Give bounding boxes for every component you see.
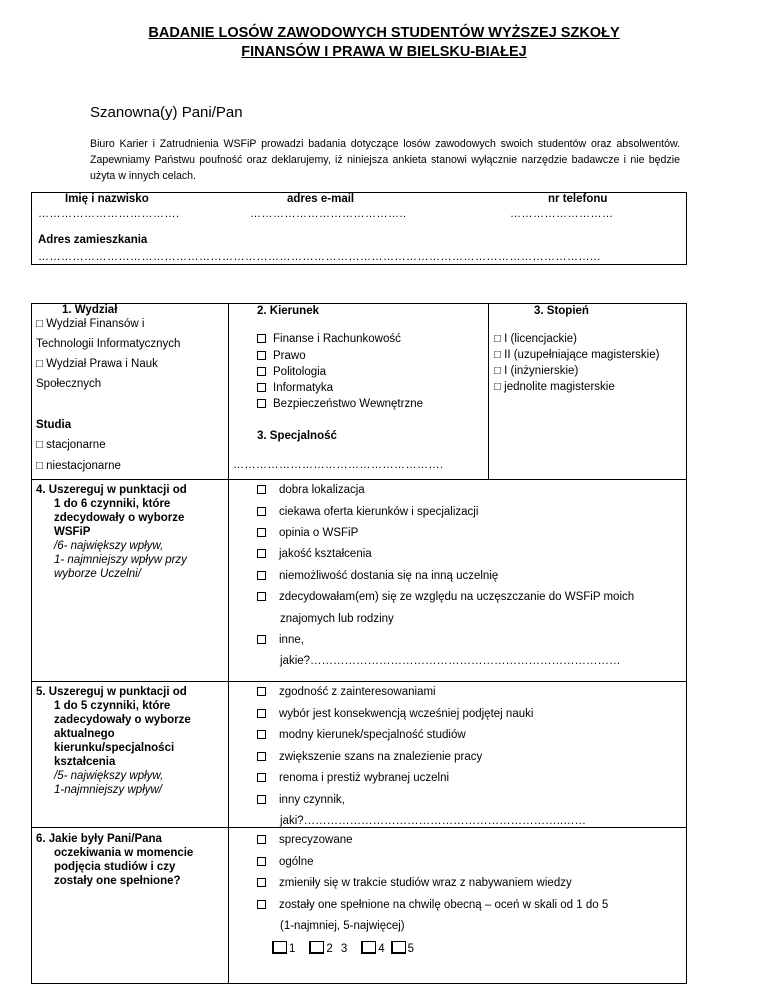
column-divider [228,303,229,984]
checkbox-icon[interactable] [257,878,266,887]
studia-option[interactable]: □ niestacjonarne [36,460,121,472]
kierunek-option[interactable]: Prawo [257,350,306,362]
checkbox-icon[interactable] [257,399,266,408]
checkbox-icon[interactable] [257,835,266,844]
rating-box-4[interactable] [361,941,376,954]
stopien-divider [488,303,489,479]
q4-option[interactable]: niemożliwość dostania się na inną uczelnię [257,570,498,582]
rating-box-3[interactable] [335,941,339,954]
checkbox-icon[interactable] [257,900,266,909]
address-label: Adres zamieszkania [38,234,148,246]
q5-question: 5. Uszereguj w punktacji od 1 do 5 czynniki, które zadecydowały o wyborze aktualnego kierunku/specjalności kształcenia [36,686,191,768]
page-title-line2: FINANSÓW I PRAWA W BIELSKU-BIAŁEJ [241,44,527,60]
address-field[interactable]: ………………………………………………………………………………………………………………………………... [38,251,601,263]
checkbox-icon[interactable] [257,752,266,761]
checkbox-icon[interactable] [257,528,266,537]
checkbox-icon[interactable] [257,773,266,782]
row-divider-2 [31,681,687,682]
q5-option[interactable]: modny kierunek/specjalność studiów [257,729,466,741]
stopien-option[interactable]: □ I (inżynierskie) [494,365,579,377]
row-divider-1 [31,479,687,480]
email-field[interactable]: ………………………………….. [250,208,407,220]
q5-hint: /5- największy wpływ, 1-najmniejszy wpływ/ [54,770,164,796]
rating-box-5[interactable] [391,941,406,954]
intro-paragraph: Biuro Karier i Zatrudnienia WSFiP prowadzi badania dotyczące losów zawodowych swoich studentów oraz absolwentów. Zapewniamy Państwu poufność oraz deklarujemy, iż niniejsza ankieta stanowi wyłącznie narzędzie badawcze i nie będzie użyta w innych celach. [90,138,680,182]
q4-option-cont: znajomych lub rodziny [280,613,394,625]
studia-header: Studia [36,419,72,431]
rating-box-2[interactable] [309,941,324,954]
stopien-option[interactable]: □ II (uzupełniające magisterskie) [494,349,660,361]
q6-option[interactable]: ogólne [257,856,314,868]
q5-option[interactable]: wybór jest konsekwencją wcześniej podjętej nauki [257,708,533,720]
checkbox-icon[interactable] [257,485,266,494]
checkbox-icon[interactable] [257,507,266,516]
q4-other-field[interactable]: jakie?……………………………………………………………………… [280,655,621,667]
wydzial-option-cont: Technologii Informatycznych [36,338,181,350]
phone-label: nr telefonu [548,193,608,205]
checkbox-icon[interactable] [257,635,266,644]
studia-option[interactable]: □ stacjonarne [36,439,106,451]
checkbox-icon[interactable] [257,549,266,558]
q4-hint: /6- największy wpływ, 1- najmniejszy wpływ przy wyborze Uczelni/ [54,540,187,580]
checkbox-icon[interactable] [257,351,266,360]
kierunek-option[interactable]: Informatyka [257,382,333,394]
stopien-header: 3. Stopień [534,305,589,317]
checkbox-icon[interactable] [257,795,266,804]
q6-option[interactable]: zostały one spełnione na chwilę obecną – oceń w skali od 1 do 5 [257,899,608,911]
wydzial-option-cont: Społecznych [36,378,102,390]
checkbox-icon[interactable] [257,857,266,866]
specjalnosc-header: 3. Specjalność [257,430,337,442]
checkbox-icon[interactable] [257,383,266,392]
q4-option[interactable]: dobra lokalizacja [257,484,365,496]
checkbox-icon[interactable] [257,571,266,580]
name-label: Imię i nazwisko [65,193,149,205]
q6-question: 6. Jakie były Pani/Pana oczekiwania w momencie podjęcia studiów i czy zostały one spełnione? [36,833,194,887]
q5-option[interactable]: renoma i prestiż wybranej uczelni [257,772,449,784]
q5-option[interactable]: inny czynnik, [257,794,345,806]
wydzial-option[interactable]: □ Wydział Finansów i [36,318,145,330]
phone-field[interactable]: ……………………… [510,208,614,220]
page-title-line1: BADANIE LOSÓW ZAWODOWYCH STUDENTÓW WYŻSZEJ SZKOŁY [148,25,620,41]
rating-box-1[interactable] [272,941,287,954]
kierunek-option[interactable]: Bezpieczeństwo Wewnętrzne [257,398,423,410]
q6-option-cont: (1-najmniej, 5-najwięcej) [280,920,405,932]
checkbox-icon[interactable] [257,367,266,376]
checkbox-icon[interactable] [257,687,266,696]
kierunek-header: 2. Kierunek [257,305,319,317]
stopien-option[interactable]: □ I (licencjackie) [494,333,577,345]
q6-option[interactable]: sprecyzowane [257,834,353,846]
specjalnosc-field[interactable]: ………………………………………………. [233,459,444,471]
kierunek-option[interactable]: Politologia [257,366,326,378]
q4-question: 4. Uszereguj w punktacji od 1 do 6 czynniki, które zdecydowały o wyborze WSFiP [36,484,187,538]
row-divider-3 [31,827,687,828]
q4-option[interactable]: zdecydowałam(em) się ze względu na uczęszczanie do WSFiP moich [257,591,634,603]
rating-scale: 1 2 3 4 5 [272,941,414,955]
q4-option[interactable]: ciekawa oferta kierunków i specjalizacji [257,506,478,518]
q5-option[interactable]: zgodność z zainteresowaniami [257,686,436,698]
q6-option[interactable]: zmieniły się w trakcie studiów wraz z nabywaniem wiedzy [257,877,572,889]
email-label: adres e-mail [287,193,355,205]
q4-option[interactable]: jakość kształcenia [257,548,372,560]
q4-option[interactable]: inne, [257,634,304,646]
checkbox-icon[interactable] [257,730,266,739]
checkbox-icon[interactable] [257,709,266,718]
stopien-option[interactable]: □ jednolite magisterskie [494,381,615,393]
wydzial-header: 1. Wydział [62,304,118,316]
name-field[interactable]: ………………………………. [38,208,180,220]
kierunek-option[interactable]: Finanse i Rachunkowość [257,333,401,345]
checkbox-icon[interactable] [257,334,266,343]
checkbox-icon[interactable] [257,592,266,601]
q5-other-field[interactable]: jaki?…………………………………………………………..…… [280,815,587,827]
q4-option[interactable]: opinia o WSFiP [257,527,358,539]
wydzial-option[interactable]: □ Wydział Prawa i Nauk [36,358,158,370]
q5-option[interactable]: zwiększenie szans na znalezienie pracy [257,751,482,763]
greeting: Szanowna(y) Pani/Pan [90,104,243,121]
